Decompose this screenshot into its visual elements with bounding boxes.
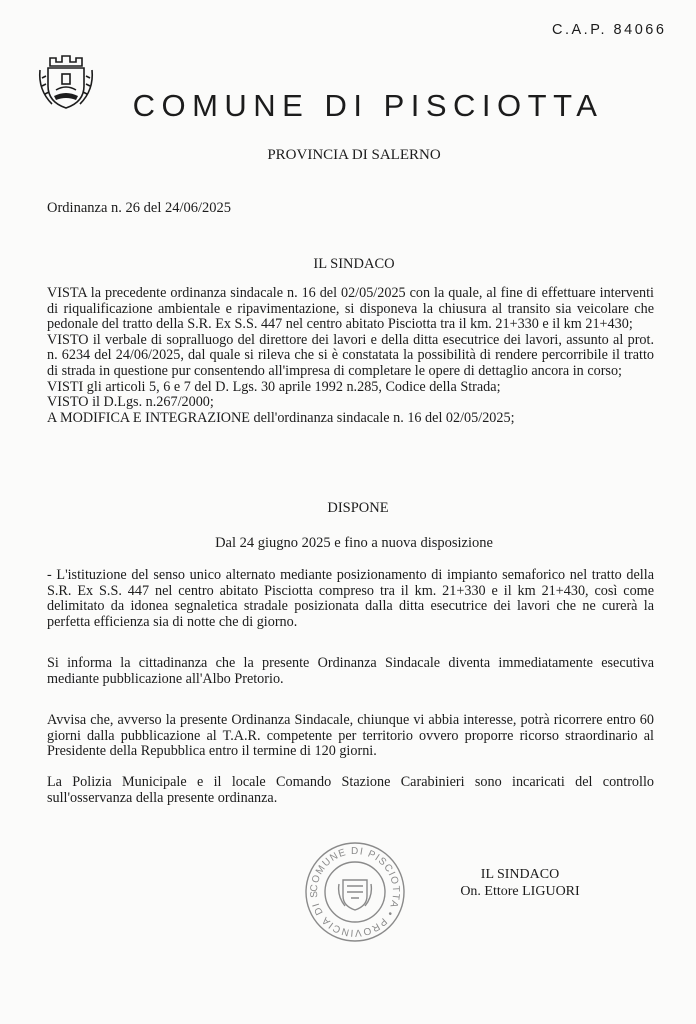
- ordinance-reference: Ordinanza n. 26 del 24/06/2025: [47, 200, 232, 216]
- enforcement-paragraph: La Polizia Municipale e il locale Comando Stazione Carabinieri sono incaricati del controllo sull'osservanza della presente ordinanza.: [47, 774, 654, 806]
- preamble-paragraph: VISTO il verbale di sopralluogo del direttore dei lavori e della ditta esecutrice dei lavori, assunto al prot. n. 6234 del 24/06/2025, dal quale si rileva che si è constatata la possibilità di rendere percorribile il tratto di strada in questione pur consentendo all'impresa di completare le opere di dettaglio ancora in corso;: [47, 331, 654, 379]
- preamble-paragraph: VISTA la precedente ordinanza sindacale n. 16 del 02/05/2025 con la quale, al fine di effettuare interventi di riqualificazione ambientale e ripavimentazione, si disponeva la chiusura al transito sia veicolare che pedonale del tratto della S.R. Ex S.S. 447 nel centro abitato Pisciotta tra il km. 21+330 e il km 21+430;: [47, 285, 654, 333]
- signature-title: IL SINDACO: [480, 867, 560, 882]
- stamp-text: COMUNE DI PISCIOTTA • PROVINCIA DI S: [308, 845, 402, 939]
- provision-paragraph: - L'istituzione del senso unico alternato mediante posizionamento di impianto semaforico nel tratto della S.R. Ex S.S. 447 nel centro abitato Pisciotta compreso tra il km. 21+330 e il km 21+430, così come delimitato da idonea segnaletica stradale posizionata dalla ditta esecutrice dei lavori che ne curerà la perfetta efficienza sia di notte che di giorno.: [47, 567, 654, 630]
- preamble-section: [47, 286, 654, 426]
- dispone-heading: DISPONE: [327, 500, 389, 516]
- signature-block: [430, 866, 610, 900]
- appeal-paragraph: Avvisa che, avverso la presente Ordinanza Sindacale, chiunque vi abbia interesse, potrà ricorrere entro 60 giorni dalla pubblicazione al T.A.R. competente per territorio ovvero proporre ricorso straordinario al Presidente della Repubblica entro il termine di 120 giorni.: [47, 712, 654, 760]
- preamble-paragraph: A MODIFICA E INTEGRAZIONE dell'ordinanza sindacale n. 16 del 02/05/2025;: [47, 409, 515, 426]
- validity-period: Dal 24 giugno 2025 e fino a nuova disposizione: [215, 535, 493, 551]
- official-stamp-icon: [303, 840, 407, 944]
- municipality-name: COMUNE DI PISCIOTTA: [132, 88, 604, 123]
- signature-name: On. Ettore LIGUORI: [460, 884, 580, 899]
- preamble-paragraph: VISTO il D.Lgs. n.267/2000;: [47, 394, 214, 411]
- province-name: PROVINCIA DI SALERNO: [267, 147, 441, 163]
- issuer-heading: IL SINDACO: [313, 256, 395, 272]
- preamble-paragraph: VISTI gli articoli 5, 6 e 7 del D. Lgs. 30 aprile 1992 n.285, Codice della Strada;: [47, 378, 501, 395]
- notice-paragraph: Si informa la cittadinanza che la presente Ordinanza Sindacale diventa immediatamente esecutiva mediante pubblicazione all'Albo Pretorio.: [47, 655, 654, 687]
- cap-code: C.A.P. 84066: [552, 22, 667, 38]
